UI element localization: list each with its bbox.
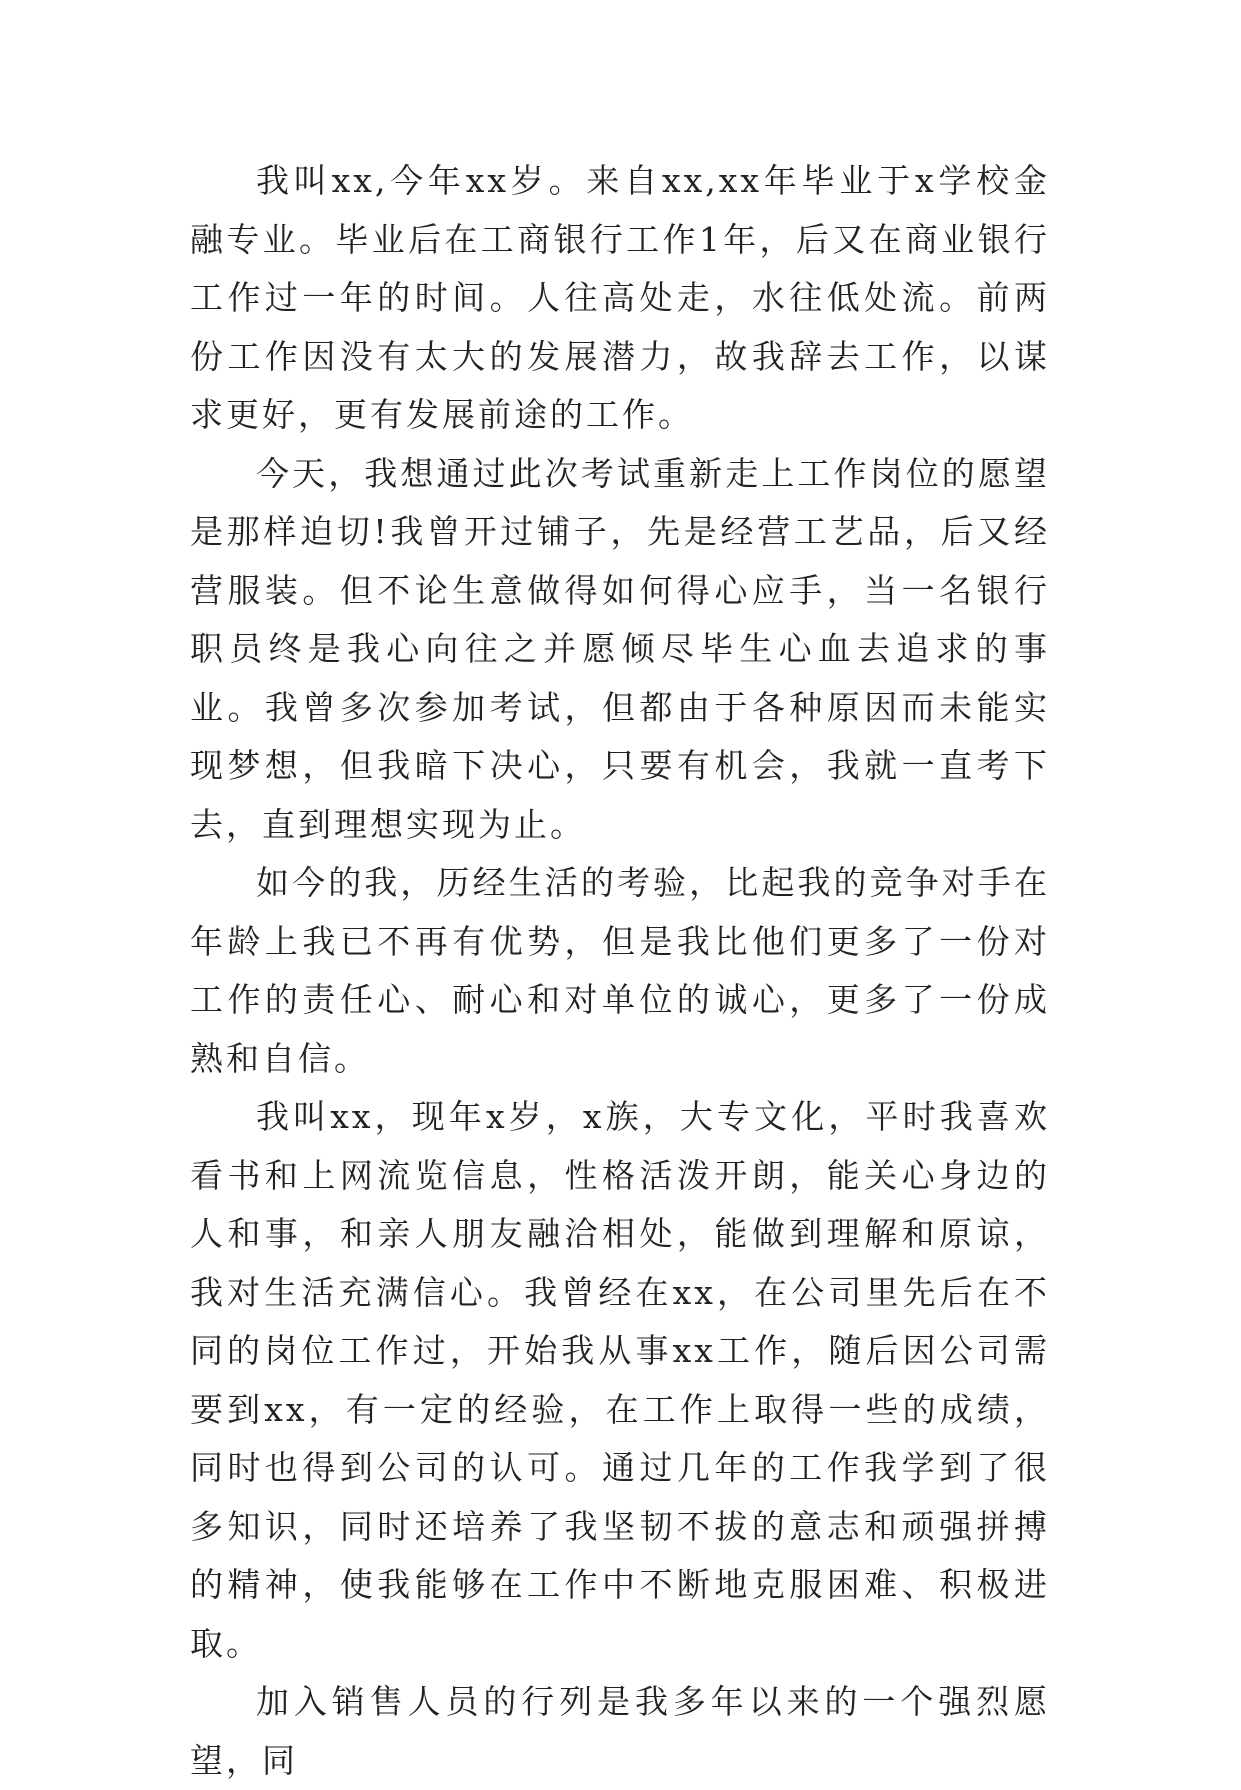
paragraph-5: 加入销售人员的行列是我多年以来的一个强烈愿望，同 — [190, 1682, 1050, 1780]
paragraph-4: 我叫xx，现年x岁，x族，大专文化，平时我喜欢看书和上网流览信息，性格活泼开朗，能关心身边的人和事，和亲人朋友融洽相处，能做到理解和原谅，我对生活充满信心。我曾经在xx，在公司里先后在不同的岗位工作过，开始我从事xx工作，随后因公司需要到xx，有一定的经验，在工作上取得一些的成绩，同时也得到公司的认可。通过几年的工作我学到了很多知识，同时还培养了我坚韧不拔的意志和顽强拼搏的精神，使我能够在工作中不断地克服困难、积极进取。 — [190, 1097, 1050, 1663]
paragraph-2: 今天，我想通过此次考试重新走上工作岗位的愿望是那样迫切!我曾开过铺子，先是经营工艺品，后又经营服装。但不论生意做得如何得心应手，当一名银行职员终是我心向往之并愿倾尽毕生心血去追求的事业。我曾多次参加考试，但都由于各种原因而未能实现梦想，但我暗下决心，只要有机会，我就一直考下去，直到理想实现为止。 — [190, 453, 1050, 844]
document-body — [190, 152, 1050, 1790]
paragraph-1: 我叫xx,今年xx岁。来自xx,xx年毕业于x学校金融专业。毕业后在工商银行工作1年，后又在商业银行工作过一年的时间。人往高处走，水往低处流。前两份工作因没有太大的发展潜力，故我辞去工作，以谋求更好，更有发展前途的工作。 — [190, 161, 1050, 434]
paragraph-3: 如今的我，历经生活的考验，比起我的竞争对手在年龄上我已不再有优势，但是我比他们更多了一份对工作的责任心、耐心和对单位的诚心，更多了一份成熟和自信。 — [190, 863, 1050, 1078]
